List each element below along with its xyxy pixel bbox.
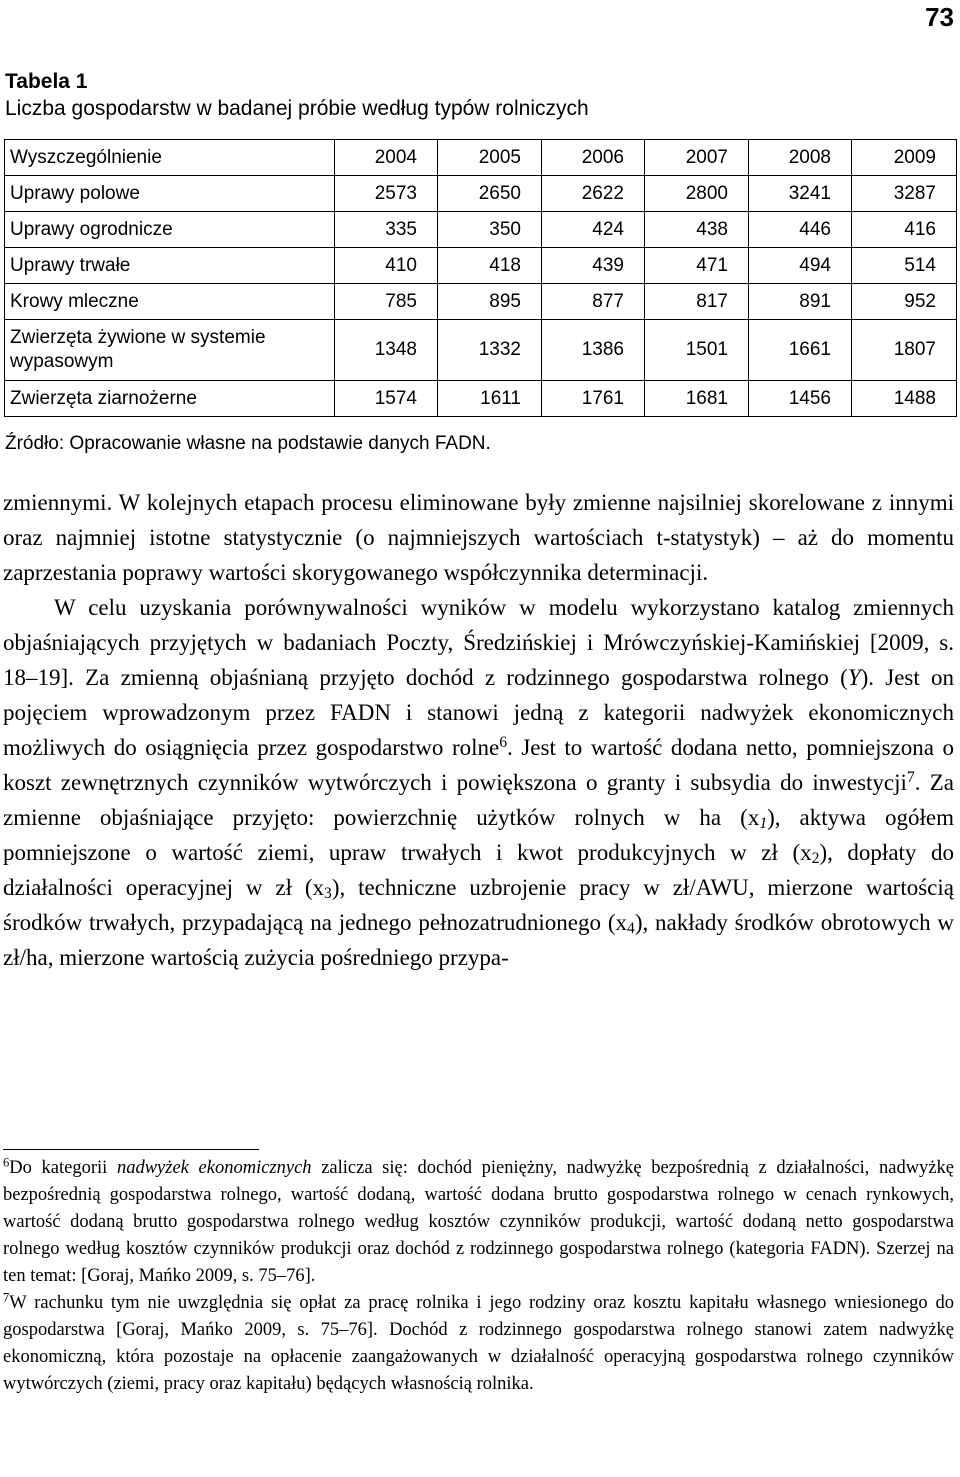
table-label: Tabela 1 [5,70,88,93]
text-run: ), nakłady środków obrotowych w zł/ha, mierzone wartością zużycia pośredniego przypa- [3,910,955,970]
table-cell: 891 [749,284,852,320]
text-run: W rachunku tym nie uwzględnia się opłat za pracę rolnika i jego rodziny oraz kosztu kapitału własnego wniesionego do gospodarstwa [Goraj, Mańko 2009, s. 75–76]. Dochód z rodzinnego gospodarstwa rolnego stanowi zatem nadwyżkę ekonomiczną, która pozostaje na opłacenie zaangażowanych w działalność operacyjną gospodarstwa rolnego czynników wytwórczych (ziemi, pracy oraz kapitału) będących własnością rolnika. [3,1293,954,1394]
table-cell: 817 [645,284,749,320]
table-source-note: Źródło: Opracowanie własne na podstawie danych FADN. [5,433,491,454]
table-row [5,176,957,212]
subscript: 4 [627,920,635,938]
text-run: ), aktywa ogółem pomniejszone o wartość ziemi, upraw trwałych i kwot produkcyjnych w zł ( [3,805,954,865]
table-cell: 2650 [438,176,542,212]
table-row [5,381,957,417]
table-cell: 3287 [852,176,957,212]
footnotes [3,1155,954,1398]
table-cell: 2573 [335,176,438,212]
table-row [5,248,957,284]
table-cell: 895 [438,284,542,320]
table-cell: 446 [749,212,852,248]
table-cell: 2622 [542,176,645,212]
text-run: zalicza się: dochód pieniężny, nadwyżkę bezpośrednią z działalności, nadwyżkę bezpośrednią gospodarstwa rolnego, wartość dodaną, wartość dodana brutto gospodarstwa rolnego w cenach rynkowych, wartość dodaną brutto gospodarstwa rolnego według kosztów czynników produkcji, wartość dodaną netto gospodarstwa rolnego według kosztów czynników produkcji oraz dochód z rodzinnego gospodarstwa rolnego (kategoria FADN). Szerzej na ten temat: [Goraj, Mańko 2009, s. 75–76]. [3,1158,954,1286]
footnote-6 [3,1155,954,1290]
table-header-cell: Wyszczególnienie [5,140,335,176]
paragraph: zmiennymi. W kolejnych etapach procesu eliminowane były zmienne najsilniej skorelowane z innymi oraz najmniej istotne statystycznie (o najmniejszych wartościach t-statystyk) – aż do momentu zaprzestania poprawy wartości skorygowanego współczynnika determinacji. [3,490,954,585]
variable-x: x [615,910,627,935]
table-cell: 471 [645,248,749,284]
table-cell: 1661 [749,320,852,381]
variable-x: x [747,805,760,830]
table-row [5,320,957,381]
table-header-cell: 2005 [438,140,542,176]
table-cell: 350 [438,212,542,248]
table-cell: 335 [335,212,438,248]
row-label: Uprawy polowe [5,176,335,212]
text-run: . Jest to wartość dodana netto, pomniejszona o koszt zewnętrznych czynników wytwórczych i powiększona o granty i subsydia do inwestycji [3,735,954,795]
table-cell: 785 [335,284,438,320]
table-header-cell: 2008 [749,140,852,176]
table-header-cell: 2007 [645,140,749,176]
table-cell: 1332 [438,320,542,381]
farm-types-table [4,139,957,417]
subscript: 3 [324,885,332,903]
table-row [5,212,957,248]
subscript: 1 [759,815,768,833]
table-cell: 3241 [749,176,852,212]
variable-x: x [800,840,812,865]
variable-y: Y [847,665,861,690]
table-cell: 410 [335,248,438,284]
table-cell: 1456 [749,381,852,417]
table-cell: 2800 [645,176,749,212]
table-cell: 1501 [645,320,749,381]
table-cell: 1348 [335,320,438,381]
table-cell: 1611 [438,381,542,417]
text-run: W celu uzyskania porównywalności wyników w modelu wykorzystano katalog zmiennych objaśniających przyjętych w badaniach Poczty, Średzińskiej i Mrówczyńskiej-Kamińskiej [2009, s. 18–19]. Za zmienną objaśnianą przyjęto dochód z rodzinnego gospodarstwa rolnego ( [3,595,954,690]
table-cell: 439 [542,248,645,284]
table-cell: 1574 [335,381,438,417]
table-cell: 1386 [542,320,645,381]
table-title: Liczba gospodarstw w badanej próbie według typów rolniczych [5,97,589,120]
body-text [3,485,954,975]
subscript: 2 [811,850,820,868]
footnote-ref-7: 7 [906,768,915,786]
row-label: Uprawy ogrodnicze [5,212,335,248]
table-header-cell: 2006 [542,140,645,176]
text-run: . Za zmienne objaśniające przyjęto: powierzchnię użytków rolnych w ha ( [3,770,954,830]
table-cell: 416 [852,212,957,248]
text-run: Do kategorii [9,1158,117,1178]
italic-term: nadwyżek ekonomicznych [116,1158,312,1178]
table-cell: 424 [542,212,645,248]
table-cell: 438 [645,212,749,248]
table-cell: 418 [438,248,542,284]
table-row [5,284,957,320]
table-cell: 1761 [542,381,645,417]
variable-x: x [312,875,325,900]
table-cell: 877 [542,284,645,320]
footnote-ref-6: 6 [499,733,508,751]
table-cell: 514 [852,248,957,284]
row-label: Zwierzęta ziarnożerne [5,381,335,417]
row-label: Krowy mleczne [5,284,335,320]
row-label: Uprawy trwałe [5,248,335,284]
table-header-cell: 2004 [335,140,438,176]
table-cell: 1807 [852,320,957,381]
footnote-number: 6 [3,1155,10,1170]
paragraph [3,590,954,975]
table-cell: 494 [749,248,852,284]
table-cell: 1681 [645,381,749,417]
text-run: ), dopłaty do działalności operacyjnej w zł ( [3,840,954,900]
row-label: Zwierzęta żywione w systemie wypasowym [5,320,335,381]
footnote-number: 7 [3,1290,10,1305]
page-number: 73 [925,2,954,32]
table-header-row [5,140,957,176]
text-run: ). Jest on pojęciem wprowadzonym przez FADN i stanowi jedną z kategorii nadwyżek ekonomicznych możliwych do osiągnięcia przez gospodarstwo rolne [3,665,954,760]
table-header-cell: 2009 [852,140,957,176]
footnote-7 [3,1290,954,1398]
text-run: ), techniczne uzbrojenie pracy w zł/AWU, mierzone wartością środków trwałych, przypadającą na jednego pełnozatrudnionego ( [3,875,954,935]
footnote-divider [3,1149,259,1150]
table-cell: 952 [852,284,957,320]
table-cell: 1488 [852,381,957,417]
